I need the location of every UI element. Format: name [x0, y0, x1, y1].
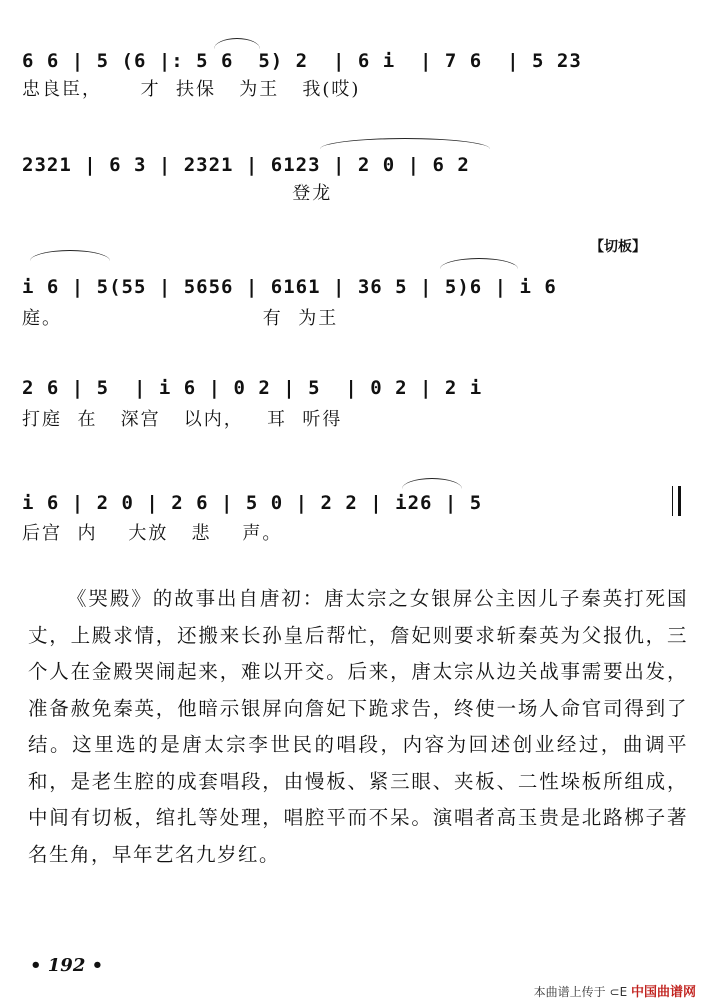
score-row-3-notes: i 6 | 5(55 | 5656 | 6161 | 36 5 | 5)6 | i 6 [22, 276, 557, 298]
score-row-5-lyrics: 后宫 内 大放 悲 声。 [22, 523, 283, 544]
score-row-1-notes: 6 6 | 5 (6 |: 5 6 5) 2 | 6 i | 7 6 | 5 23 [22, 50, 582, 72]
site-watermark [534, 981, 696, 1000]
score-row-4-notes: 2 6 | 5 | i 6 | 0 2 | 5 | 0 2 | 2 i [22, 377, 483, 399]
score-row-2-lyrics: 登龙 [22, 183, 333, 204]
page-number: • 192 • [30, 955, 104, 976]
description-paragraph: 《哭殿》的故事出自唐初：唐太宗之女银屏公主因儿子秦英打死国丈，上殿求情，还搬来长孙皇后帮忙，詹妃则要求斩秦英为父报仇，三个人在金殿哭闹起来，难以开交。后来，唐太宗从边关战事需要出发，准备赦免秦英，他暗示银屏向詹妃下跪求告，终使一场人命官司得到了结。这里选的是唐太宗李世民的唱段，内容为回述创业经过，曲调平和，是老生腔的成套唱段，由慢板、紧三眼、夹板、二性垛板所组成，中间有切板，绾扎等处理，唱腔平而不呆。演唱者高玉贵是北路梆子著名生角，早年艺名九岁红。 [28, 587, 688, 866]
slur-mark [214, 38, 260, 49]
score-row-2-notes: 2321 | 6 3 | 2321 | 6123 | 2 0 | 6 2 [22, 154, 470, 176]
score-row-4-lyrics: 打庭 在 深宫 以内， 耳 听得 [22, 409, 343, 430]
site-name: 中国曲谱网 [630, 985, 696, 1000]
upload-note: 本曲谱上传于 [533, 985, 606, 999]
score-row-1-lyrics: 忠良臣， 才 扶保 为王 我(哎) [22, 79, 361, 100]
slur-mark [320, 138, 490, 149]
slur-mark [30, 250, 110, 261]
slur-mark [440, 258, 518, 269]
section-tag: 【切板】 [590, 239, 646, 255]
site-logo-icon: ⊂E [609, 985, 628, 999]
final-barline [672, 486, 673, 516]
score-row-3-lyrics: 庭。 有 为王 [22, 308, 339, 329]
score-row-5-notes: i 6 | 2 0 | 2 6 | 5 0 | 2 2 | i26 | 5 [22, 492, 483, 514]
final-barline [678, 486, 681, 516]
description-text [28, 581, 688, 873]
